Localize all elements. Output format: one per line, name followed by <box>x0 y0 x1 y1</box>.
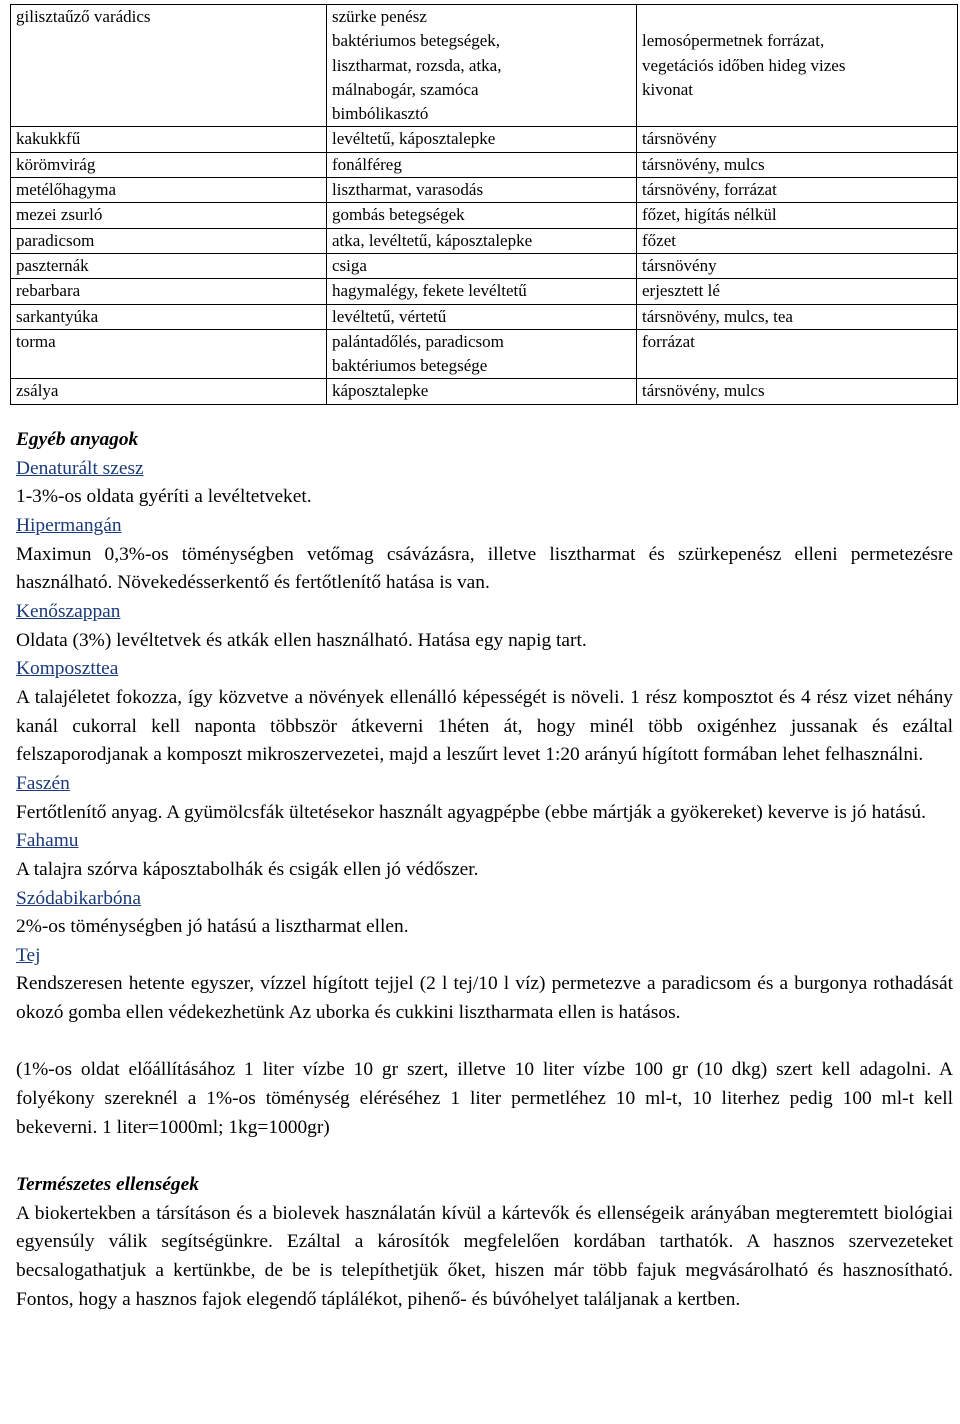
paragraph-soft-soap: Oldata (3%) levéltetvek és atkák ellen használható. Hatása egy napig tart. <box>16 629 587 651</box>
plant-cell: metélőhagyma <box>11 178 327 203</box>
table-row <box>11 304 958 329</box>
subheading-permanganate: Hipermangán <box>16 514 122 536</box>
plant-cell: torma <box>11 329 327 379</box>
paragraph-denatured-spirit: 1-3%-os oldata gyéríti a levéltetveket. <box>16 486 312 508</box>
usage-cell: főzet, higítás nélkül <box>637 203 958 228</box>
table-row <box>11 203 958 228</box>
usage-cell: erjesztett lé <box>637 279 958 304</box>
subheading-milk: Tej <box>16 944 41 966</box>
table-row <box>11 178 958 203</box>
subheading-baking-soda: Szódabikarbóna <box>16 887 141 909</box>
plant-cell: paszternák <box>11 253 327 278</box>
section-heading-other-materials: Egyéb anyagok <box>16 429 139 450</box>
plant-cell: rebarbara <box>11 279 327 304</box>
plant-cell: sarkantyúka <box>11 304 327 329</box>
spacer <box>16 1028 953 1057</box>
paragraph-charcoal: Fertőtlenítő anyag. A gyümölcsfák ültetésekor használt agyagpépbe (ebbe mártják a gyökereket) keverve is jó hatású. <box>16 801 926 823</box>
subheading-compost-tea: Komposzttea <box>16 658 119 680</box>
plant-cell: körömvirág <box>11 152 327 177</box>
paragraph-milk: Rendszeresen hetente egyszer, vízzel hígított tejjel (2 l tej/10 l víz) permetezve a paradicsom és a burgonya rothadását okozó gomba ellen védekezhetünk Az uborka és cukkini lisztharmata ellen is hatásos. <box>16 973 953 1024</box>
pest-cell: hagymalégy, fekete levéltetű <box>327 279 637 304</box>
section-heading-natural-enemies: Természetes ellenségek <box>16 1174 199 1196</box>
pest-cell: levéltetű, vértetű <box>327 304 637 329</box>
subheading-charcoal: Faszén <box>16 772 70 794</box>
table-row <box>11 329 958 379</box>
table-row <box>11 152 958 177</box>
pest-cell: palántadőlés, paradicsom baktériumos betegsége <box>327 329 637 379</box>
usage-cell: társnövény, mulcs <box>637 152 958 177</box>
pest-cell: fonálféreg <box>327 152 637 177</box>
pest-cell: atka, levéltetű, káposztalepke <box>327 228 637 253</box>
pest-cell: levéltetű, káposztalepke <box>327 127 637 152</box>
pest-cell: lisztharmat, varasodás <box>327 178 637 203</box>
subheading-denatured-spirit: Denaturált szesz <box>16 457 144 479</box>
pest-cell: csiga <box>327 253 637 278</box>
usage-cell: társnövény <box>637 127 958 152</box>
paragraph-permanganate: Maximun 0,3%-os töménységben vetőmag csávázásra, illetve lisztharmat és szürkepenész elleni permetezésre használható. Növekedésserkentő és fertőtlenítő hatása is van. <box>16 543 953 594</box>
plant-cell: mezei zsurló <box>11 203 327 228</box>
paragraph-natural-enemies: A biokertekben a társításon és a biolevek használatán kívül a kártevők és ellenségeik arányában megteremtett biológiai egyensúly válik segítségünkre. Ezáltal a károsítók megfelelően kordában tarthatók. A hasznos szervezeteket becsalogathatjuk a kertünkbe, de be is telepíthetjük őket, hiszen már több fajuk megvásárolható és hasznosítható. Fontos, hogy a hasznos fajok elegendő táplálékot, pihenő- és búvóhelyet találjanak a kertben. <box>16 1202 953 1310</box>
pest-control-table <box>10 4 958 405</box>
usage-cell: társnövény, forrázat <box>637 178 958 203</box>
table-row <box>11 127 958 152</box>
pest-cell: káposztalepke <box>327 379 637 404</box>
pest-cell: szürke penész baktériumos betegségek, lisztharmat, rozsda, atka, málnabogár, szamóca bimbólikasztó <box>327 5 637 127</box>
plant-cell: gilisztaűző varádics <box>11 5 327 127</box>
table-row <box>11 228 958 253</box>
usage-cell: lemosópermetnek forrázat, vegetációs időben hideg vizes kivonat <box>637 5 958 127</box>
usage-cell: társnövény, mulcs <box>637 379 958 404</box>
usage-cell: társnövény <box>637 253 958 278</box>
table-row <box>11 5 958 127</box>
spacer <box>16 1142 953 1171</box>
table-row <box>11 279 958 304</box>
usage-cell: társnövény, mulcs, tea <box>637 304 958 329</box>
pest-cell: gombás betegségek <box>327 203 637 228</box>
paragraph-baking-soda: 2%-os töménységben jó hatású a lisztharmat ellen. <box>16 916 409 938</box>
paragraph-wood-ash: A talajra szórva káposztabolhák és csigák ellen jó védőszer. <box>16 858 479 880</box>
plant-cell: zsálya <box>11 379 327 404</box>
plant-cell: paradicsom <box>11 228 327 253</box>
paragraph-compost-tea: A talajéletet fokozza, így közvetve a növények ellenálló képességét is növeli. 1 rész komposztot és 4 rész vizet néhány kanál cukorral kell naponta többször átkeverni 1héten át, hogy minél több oxigénhez jussanak és ezáltal felszaporodjanak a komposzt mikroszervezetei, majd a leszűrt levet 1:20 arányú hígított formában lehet felhasználni. <box>16 686 953 766</box>
plant-cell: kakukkfű <box>11 127 327 152</box>
table-row <box>11 253 958 278</box>
usage-cell: forrázat <box>637 329 958 379</box>
body-text <box>16 426 953 1314</box>
table-row <box>11 379 958 404</box>
paragraph-dilution-note: (1%-os oldat előállításához 1 liter vízbe 10 gr szert, illetve 10 liter vízbe 100 gr (10 dkg) szert kell adagolni. A folyékony szereknél a 1%-os töménység eléréséhez 1 liter permetléhez 10 ml-t, 10 literhez pedig 100 ml-t kell bekeverni. 1 liter=1000ml; 1kg=1000gr) <box>16 1059 953 1138</box>
subheading-soft-soap: Kenőszappan <box>16 600 121 622</box>
subheading-wood-ash: Fahamu <box>16 830 79 852</box>
usage-cell: főzet <box>637 228 958 253</box>
